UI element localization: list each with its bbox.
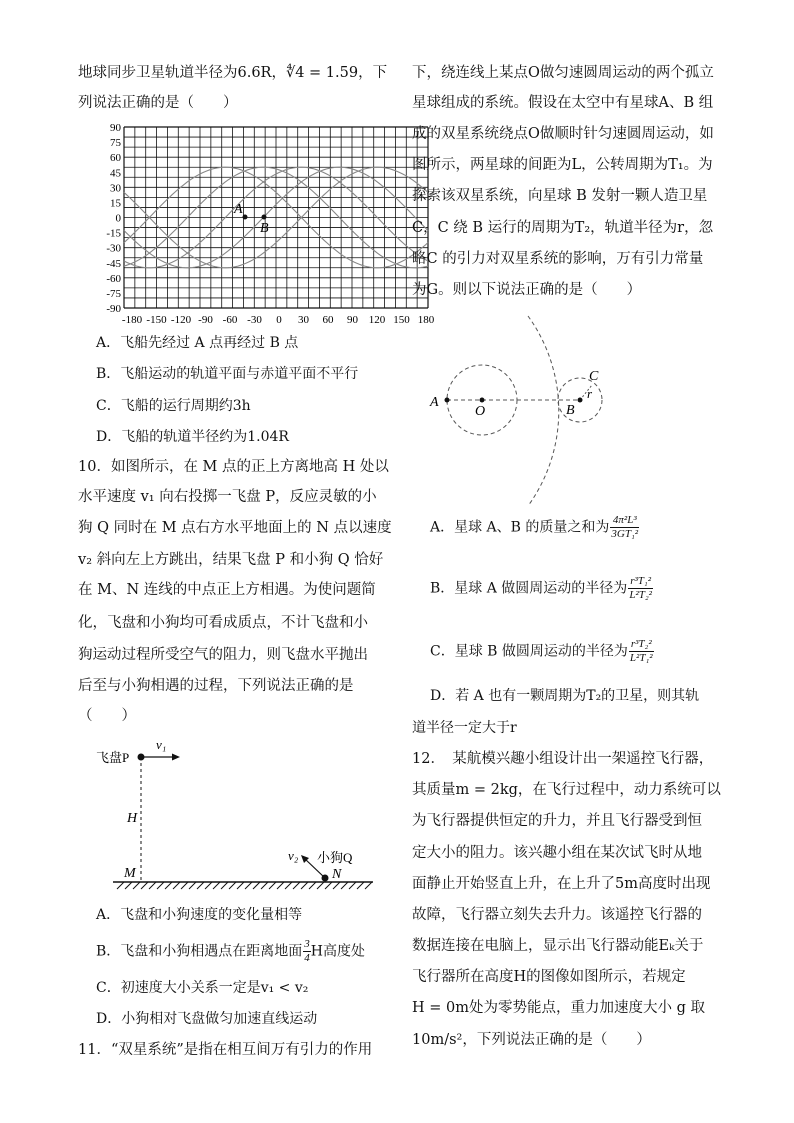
x-tick-label: -150 <box>146 314 167 326</box>
fraction-radius-a: $\frac{\text{r³T₁²}}{\text{L²T₂²}}$ <box>629 575 652 601</box>
q11-line-1: 11．“双星系统”是指在相互间万有引力的作用 <box>78 1042 373 1058</box>
q10-line-6: 化，飞盘和小狗均可看成质点，不计飞盘和小 <box>78 615 368 631</box>
q10-line-4: v₂ 斜向左上方跳出，结果飞盘 P 和小狗 Q 恰好 <box>78 552 384 568</box>
x-tick-label: -120 <box>170 314 192 326</box>
y-tick-label: -30 <box>106 242 121 255</box>
q12-line-8: 飞行器所在高度H的图像如图所示，若规定 <box>412 969 686 985</box>
x-tick-label: 30 <box>298 314 309 326</box>
y-tick-label: -45 <box>106 257 121 270</box>
q11-option-c <box>430 638 654 665</box>
y-tick-label: 90 <box>110 122 121 134</box>
q12-line-7: 数据连接在电脑上，显示出飞行器动能Eₖ关于 <box>412 938 704 954</box>
q10-line-5: 在 M、N 连线的中点正上方相遇。为使问题简 <box>78 582 376 598</box>
fraction-mass-sum: $\frac{\text{4π²L³}}{\text{3GT₁²}}$ <box>611 514 639 540</box>
q12-line-10: 10m/s²，下列说法正确的是（ ） <box>412 1032 651 1048</box>
q10-line-3: 狗 Q 同时在 M 点右方水平地面上的 N 点以速度 <box>78 520 392 536</box>
x-tick-label: 60 <box>322 314 334 326</box>
q11-option-a-text: A．星球 A、B 的质量之和为 <box>430 519 610 536</box>
q11-line-9: 为G。则以下说法正确的是（ ） <box>412 282 642 298</box>
q9-option-c: C．飞船的运行周期约3h <box>96 398 251 414</box>
y-tick-label: -15 <box>106 227 121 240</box>
x-tick-label: -90 <box>198 314 213 326</box>
q10-line-8: 后至与小狗相遇的过程，下列说法正确的是 <box>78 678 354 694</box>
q10-option-b-text: B．飞盘和小狗相遇点在距离地面 <box>96 943 303 960</box>
label-r: r <box>587 386 593 401</box>
m-label: M <box>124 866 136 881</box>
label-c: C <box>589 369 599 384</box>
y-tick-label: 30 <box>110 182 121 195</box>
y-tick-label: -60 <box>106 272 121 285</box>
x-tick-label: 180 <box>417 314 435 326</box>
n-label: N <box>332 867 342 882</box>
q10-option-c: C．初速度大小关系一定是v₁ < v₂ <box>96 980 309 996</box>
q11-line-2: 下，绕连线上某点O做匀速圆周运动的两个孤立 <box>412 65 714 81</box>
y-tick-label: -90 <box>106 303 121 315</box>
q10-option-b-tail: H高度处 <box>310 943 366 960</box>
q12-line-9: H = 0m处为零势能点，重力加速度大小 g 取 <box>412 1000 705 1016</box>
v1-label: v₁ <box>156 737 167 752</box>
point-b-label: B <box>260 221 269 236</box>
y-tick-label: 45 <box>110 167 121 180</box>
q10-line-2: 水平速度 v₁ 向右投掷一飞盘 P，反应灵敏的小 <box>78 489 377 505</box>
q12-line-6: 故障，飞行器立刻失去升力。该遥控飞行器的 <box>412 907 702 923</box>
center-o <box>480 398 485 403</box>
q11-line-3: 星球组成的系统。假设在太空中有星球A、B 组 <box>412 95 714 111</box>
q10-line-9: （ ） <box>78 708 136 724</box>
q12-line-2: 其质量m = 2kg，在飞行过程中，动力系统可以 <box>412 782 721 798</box>
q11-line-8: 略C 的引力对双星系统的影响，万有引力常量 <box>412 251 704 267</box>
star-b <box>578 398 583 403</box>
y-tick-label: 0 <box>115 212 121 225</box>
x-tick-label: -60 <box>222 314 238 326</box>
q10-option-d: D．小狗相对飞盘做匀加速直线运动 <box>96 1011 318 1027</box>
q11-line-7: C，C 绕 B 运行的周期为T₂，轨道半径为r，忽 <box>412 220 714 236</box>
q11-line-5: 图所示，两星球的间距为L，公转周期为T₁。为 <box>412 157 713 173</box>
q12-line-1: 12． 某航模兴趣小组设计出一架遥控飞行器， <box>412 751 714 767</box>
q10-option-a: A．飞盘和小狗速度的变化量相等 <box>96 907 303 923</box>
q11-option-b-text: B．星球 A 做圆周运动的半径为 <box>430 580 628 597</box>
y-tick-label: -75 <box>106 287 121 300</box>
y-tick-label: 60 <box>110 152 121 165</box>
fraction-radius-b: $\frac{\text{r³T₂²}}{\text{L²T₁²}}$ <box>629 638 653 664</box>
y-tick-label: 15 <box>110 197 121 210</box>
point-a-label: A <box>234 202 243 217</box>
x-tick-label: -180 <box>121 314 143 326</box>
x-tick-label: -30 <box>247 314 262 326</box>
q11-option-a <box>430 514 639 541</box>
y-tick-label: 75 <box>110 137 121 150</box>
label-a: A <box>430 395 439 410</box>
q11-option-b <box>430 575 653 602</box>
dog-label: 小狗Q <box>317 850 353 865</box>
label-b: B <box>566 403 575 418</box>
q11-line-4: 成的双星系统绕点O做顺时针匀速圆周运动，如 <box>412 126 714 142</box>
h-label: H <box>127 811 138 826</box>
q11-option-d-line1: D．若 A 也有一颗周期为T₂的卫星，则其轨 <box>430 688 700 704</box>
q11-option-c-text: C．星球 B 做圆周运动的半径为 <box>430 643 628 660</box>
x-tick-label: 90 <box>347 314 358 326</box>
x-tick-label: 150 <box>393 314 410 326</box>
q12-line-5: 面静止开始竖直上升，在上升了5m高度时出现 <box>412 876 711 892</box>
v2-label: v₂ <box>288 848 299 863</box>
q10-line-1: 10．如图所示，在 M 点的正上方离地高 H 处以 <box>78 459 389 475</box>
q11-line-6: 探索该双星系统，向星球 B 发射一颗人造卫星 <box>412 188 708 204</box>
x-tick-label: 120 <box>368 314 386 326</box>
fraction-three-quarters: $\frac{3}{4}$ <box>304 938 310 964</box>
q11-option-d-line2: 道半径一定大于r <box>412 720 517 736</box>
q9-option-a: A．飞船先经过 A 点再经过 B 点 <box>96 335 299 351</box>
q9-intro-line2: 列说法正确的是（ ） <box>78 95 238 111</box>
q9-intro-line1: 地球同步卫星轨道半径为6.6R，∜4 = 1.59，下 <box>78 65 388 81</box>
q12-line-3: 为飞行器提供恒定的升力，并且飞行器受到恒 <box>412 813 702 829</box>
q9-option-b: B．飞船运动的轨道平面与赤道平面不平行 <box>96 366 359 382</box>
label-o: O <box>475 404 486 419</box>
frisbee-label: 飞盘P <box>96 750 130 765</box>
q10-line-7: 狗运动过程所受空气的阻力，则飞盘水平抛出 <box>78 647 368 663</box>
x-tick-label: 0 <box>276 314 282 326</box>
orbit-arc-b <box>528 316 559 506</box>
q9-option-d: D．飞船的轨道半径约为1.04R <box>96 429 289 445</box>
star-a <box>445 398 450 403</box>
q12-line-4: 定大小的阻力。该兴趣小组在某次试飞时从地 <box>412 845 702 861</box>
